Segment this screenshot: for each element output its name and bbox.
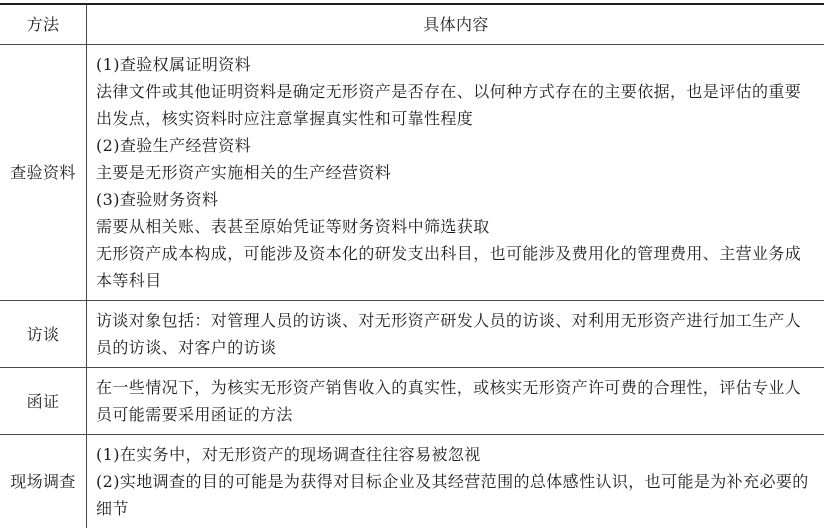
table-row xyxy=(0,45,824,300)
content-paragraph: 法律文件或其他证明资料是确定无形资产是否存在、以何种方式存在的主要依据，也是评估的重要出发点，核实资料时应注意掌握真实性和可靠性程度 xyxy=(96,82,802,128)
intangible-asset-verification-methods-table xyxy=(0,3,824,528)
content-paragraph: (2)实地调查的目的可能是为获得对目标企业及其经营范围的总体感性认识，也可能是为补充必要的细节 xyxy=(96,472,809,518)
table-header-row xyxy=(0,5,824,45)
method-cell: 现场调查 xyxy=(0,435,87,528)
method-cell: 查验资料 xyxy=(0,45,87,300)
content-paragraph: 主要是无形资产实施相关的生产经营资料 xyxy=(96,163,392,182)
content-paragraph: (2)查验生产经营资料 xyxy=(96,136,252,155)
method-cell: 访谈 xyxy=(0,301,87,367)
table-body xyxy=(0,45,824,528)
content-cell xyxy=(87,45,824,300)
method-cell: 函证 xyxy=(0,368,87,434)
table-row xyxy=(0,434,824,528)
table-row xyxy=(0,300,824,367)
content-paragraph: 访谈对象包括：对管理人员的访谈、对无形资产研发人员的访谈、对利用无形资产进行加工生产人员的访谈、对客户的访谈 xyxy=(96,311,802,357)
table-row xyxy=(0,367,824,434)
content-cell xyxy=(87,435,824,528)
content-paragraph: (3)查验财务资料 xyxy=(96,190,219,209)
content-cell xyxy=(87,301,824,367)
content-cell xyxy=(87,368,824,434)
content-paragraph: 无形资产成本构成，可能涉及资本化的研发支出科目，也可能涉及费用化的管理费用、主营业务成本等科目 xyxy=(96,244,802,290)
header-content-label: 具体内容 xyxy=(423,15,489,34)
content-paragraph: (1)查验权属证明资料 xyxy=(96,55,252,74)
content-paragraph: (1)在实务中，对无形资产的现场调查往往容易被忽视 xyxy=(96,445,481,464)
content-paragraph: 需要从相关账、表甚至原始凭证等财务资料中筛选获取 xyxy=(96,217,490,236)
content-paragraph: 在一些情况下，为核实无形资产销售收入的真实性，或核实无形资产许可费的合理性，评估专业人员可能需要采用函证的方法 xyxy=(96,378,802,424)
header-content-cell xyxy=(87,5,824,44)
header-method-cell: 方法 xyxy=(0,5,87,44)
